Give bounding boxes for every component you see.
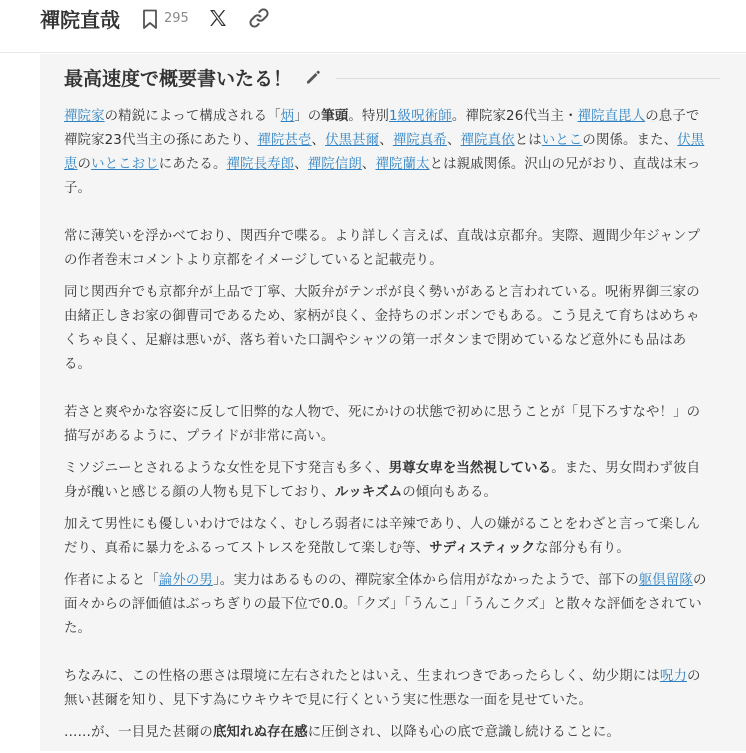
text-run: な部分も有り。 bbox=[535, 541, 630, 556]
paragraph-sadism bbox=[64, 513, 710, 561]
pencil-icon[interactable] bbox=[304, 68, 322, 86]
inline-link[interactable]: 禪院甚壱 bbox=[257, 133, 312, 148]
bookmark-icon bbox=[142, 9, 158, 30]
text-run: の bbox=[77, 157, 92, 172]
inline-link[interactable]: 禪院直毘人 bbox=[577, 109, 646, 124]
text-run: 常に薄笑いを浮かべており、関西弁で喋る。より詳しく言えば、直哉は京都弁。実際、週間少年ジャンプの作者巻末コメントより京都をイメージしていると記載売り。 bbox=[64, 229, 701, 268]
paragraph-upbringing bbox=[64, 281, 710, 377]
inline-link[interactable]: 伏黒恵 bbox=[64, 133, 705, 172]
inline-link[interactable]: 炳 bbox=[280, 109, 295, 124]
text-run: の無い甚爾を知り、見下す為にウキウキで見に行くという実に性悪な一面を見せていた。 bbox=[64, 669, 701, 708]
paragraph-childhood bbox=[64, 665, 710, 713]
text-run: 」。実力はあるものの、禪院家全体から信用がなかったようで、部下の bbox=[212, 573, 639, 588]
left-gutter bbox=[0, 54, 40, 751]
paragraph-evaluation bbox=[64, 569, 710, 641]
text-run: の息子で禪院家23代当主の孫にあたり、 bbox=[64, 109, 700, 148]
page-header bbox=[0, 0, 746, 53]
text-run: 、 bbox=[446, 133, 461, 148]
bold-text: ルッキズム bbox=[334, 485, 403, 500]
text-run: 作者によると「 bbox=[64, 573, 159, 588]
bold-text: サディスティック bbox=[429, 541, 536, 556]
paragraph-dialect bbox=[64, 225, 710, 273]
bookmark-button[interactable] bbox=[142, 8, 189, 30]
page-title: 禪院直哉 bbox=[40, 8, 120, 32]
bold-text: 筆頭 bbox=[321, 109, 349, 124]
inline-link[interactable]: 禪院真依 bbox=[460, 133, 515, 148]
paragraph-toji bbox=[64, 721, 710, 745]
text-run: とは親戚関係。沢山の兄がおり、直哉は末っ子。 bbox=[64, 157, 701, 196]
text-run: 加えて男性にも優しいわけではなく、むしろ弱者には辛辣であり、人の嫌がることをわざと言って楽しんだり、真希に暴力をふるってストレスを発散して楽しむ等、 bbox=[64, 517, 701, 556]
text-run: 」の bbox=[294, 109, 322, 124]
inline-link[interactable]: 呪力 bbox=[659, 669, 688, 684]
share-x-button[interactable] bbox=[209, 9, 227, 27]
text-run: 、 bbox=[379, 133, 393, 148]
bookmark-count: 295 bbox=[164, 11, 189, 26]
text-run: 。特別 bbox=[348, 109, 390, 124]
copy-link-button[interactable] bbox=[248, 7, 270, 29]
text-run: 。禪院家26代当主・ bbox=[451, 109, 578, 124]
section-heading bbox=[64, 62, 720, 92]
bold-text: 底知れぬ存在感 bbox=[212, 725, 308, 740]
text-run: にあたる。 bbox=[158, 157, 227, 172]
text-run: 、 bbox=[294, 157, 308, 172]
inline-link[interactable]: 禪院信朗 bbox=[307, 157, 362, 172]
text-run: ……が、一目見た甚爾の bbox=[64, 725, 213, 740]
inline-link[interactable]: 躯倶留隊 bbox=[638, 573, 693, 588]
text-run: 若さと爽やかな容姿に反して旧弊的な人物で、死にかけの状態で初めに思うことが「見下ろすなや！」の描写があるように、プライドが非常に高い。 bbox=[64, 405, 701, 444]
paragraph-misogyny bbox=[64, 457, 710, 505]
article-content bbox=[40, 54, 746, 751]
text-run: 、 bbox=[311, 133, 326, 148]
inline-link[interactable]: いとこおじ bbox=[91, 157, 159, 172]
paragraph-pride bbox=[64, 401, 710, 449]
inline-link[interactable]: 論外の男 bbox=[158, 573, 213, 588]
inline-link[interactable]: いとこ bbox=[541, 133, 583, 148]
inline-link[interactable]: 伏黒甚爾 bbox=[325, 133, 380, 148]
inline-link[interactable]: 1級呪術師 bbox=[389, 109, 452, 124]
inline-link[interactable]: 禪院真希 bbox=[392, 133, 447, 148]
paragraph-intro bbox=[64, 105, 710, 201]
section-heading-text: 最高速度で概要書いたる！ bbox=[64, 67, 293, 90]
text-run: とは bbox=[514, 133, 542, 148]
heading-rule bbox=[336, 78, 720, 79]
inline-link[interactable]: 禪院長寿郎 bbox=[226, 157, 295, 172]
text-run: ミソジニーとされるような女性を見下す発言も多く、 bbox=[64, 461, 389, 476]
text-run: 、 bbox=[361, 157, 376, 172]
x-logo-icon bbox=[209, 9, 227, 27]
link-icon bbox=[248, 7, 270, 29]
text-run: の面々からの評価値はぶっちぎりの最下位で0.0。「クズ」「うんこ」「うんこクズ」と散々な評価をされていた。 bbox=[64, 573, 707, 636]
text-run: 同じ関西弁でも京都弁が上品で丁寧、大阪弁がテンポが良く勢いがあると言われている。呪術界御三家の由緒正しきお家の御曹司であるため、家柄が良く、金持ちのボンボンでもある。こう見えて育ちはめちゃくちゃ良く、足癖は悪いが、落ち着いた口調やシャツの第一ボタンまで閉めているなど意外にも品はある。 bbox=[64, 285, 700, 372]
bold-text: 男尊女卑を当然視している bbox=[388, 461, 552, 476]
text-run: 。また、男女問わず彼自身が醜いと感じる顔の人物も見下しており、 bbox=[64, 461, 701, 500]
text-run: に圧倒され、以降も心の底で意識し続けることに。 bbox=[307, 725, 620, 740]
text-run: の精鋭によって構成される「 bbox=[104, 109, 281, 124]
inline-link[interactable]: 禪院家 bbox=[64, 109, 105, 124]
text-run: の関係。また、 bbox=[582, 133, 678, 148]
article-body bbox=[64, 105, 710, 753]
inline-link[interactable]: 禪院蘭太 bbox=[375, 157, 430, 172]
text-run: の傾向もある。 bbox=[402, 485, 498, 500]
text-run: ちなみに、この性格の悪さは環境に左右されたとはいえ、生まれつきであったらしく、幼少期には bbox=[64, 669, 660, 684]
